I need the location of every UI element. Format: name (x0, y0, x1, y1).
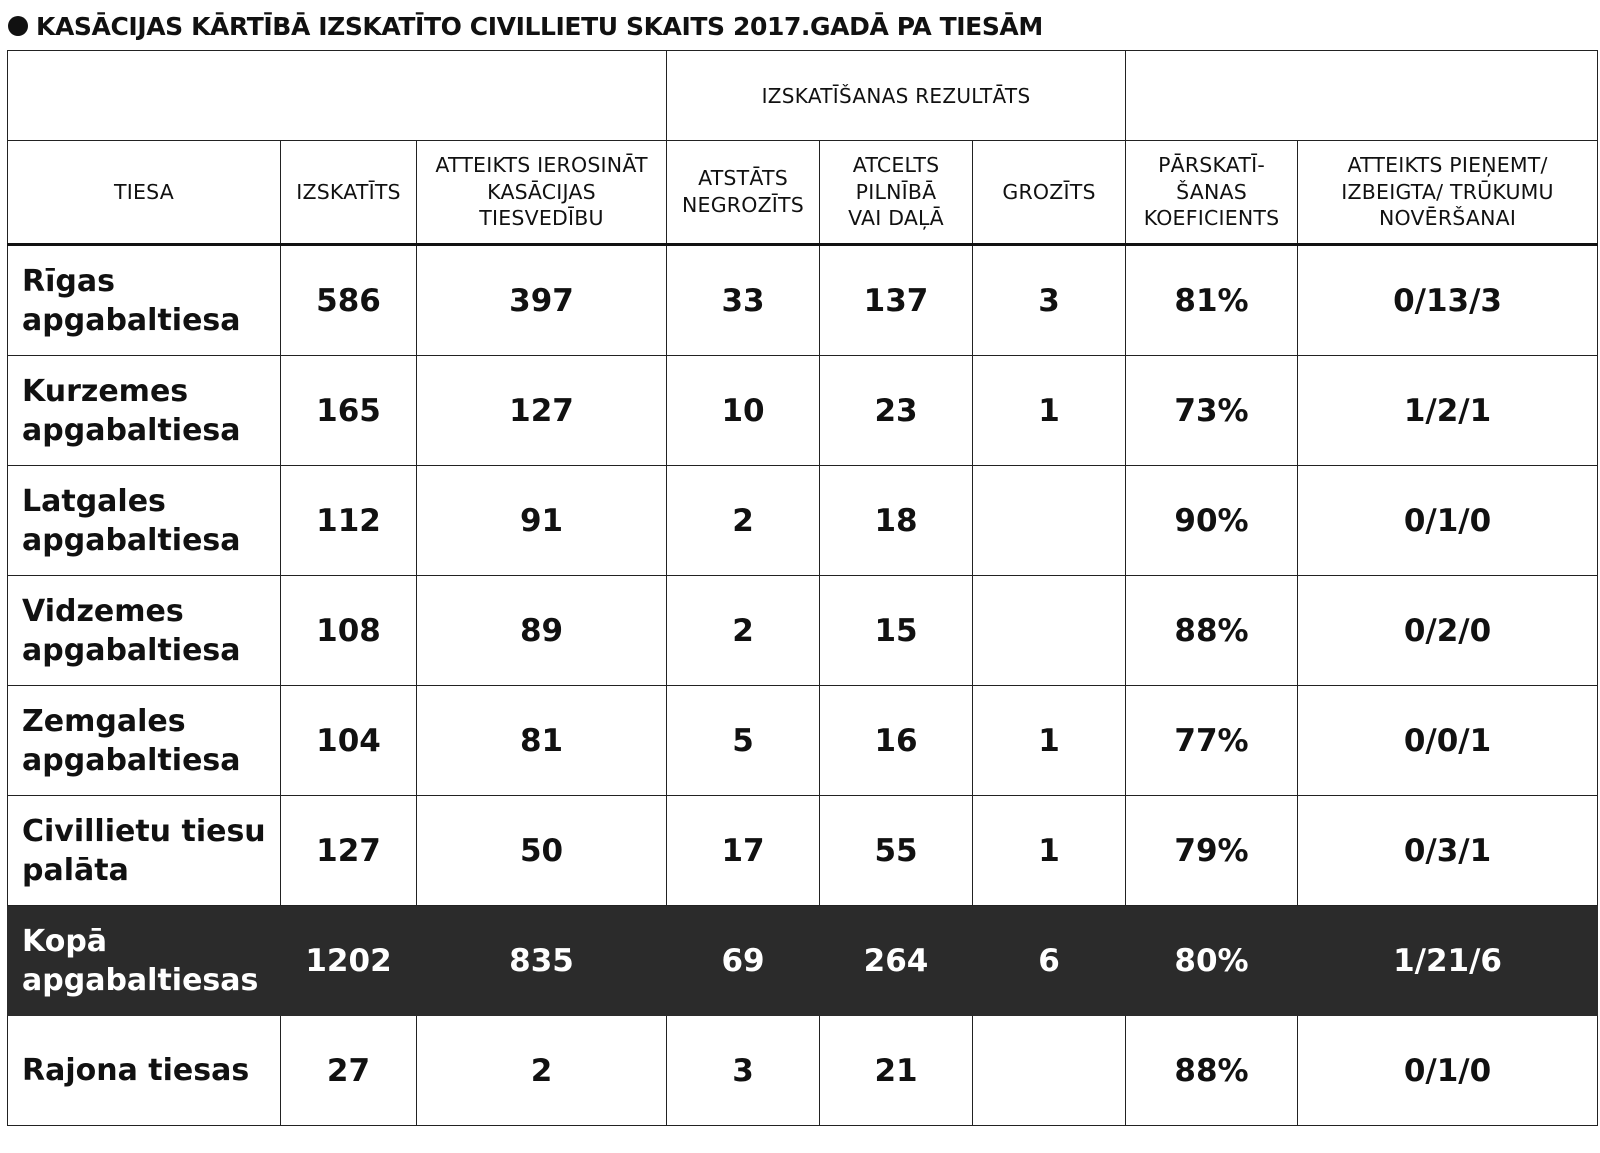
header-line: KOEFICIENTS (1143, 206, 1280, 231)
header-line: NOVĒRŠANAI (1378, 206, 1517, 231)
header-line: KASĀCIJAS (487, 179, 596, 204)
cell-unchanged: 10 (667, 356, 820, 466)
cell-amended (973, 1016, 1126, 1126)
group-header-results: IZSKATĪŠANAS REZULTĀTS (667, 51, 1126, 141)
cell-other: 0/2/0 (1298, 576, 1598, 686)
cell-unchanged: 5 (667, 686, 820, 796)
court-name-line: Zemgales (22, 703, 186, 739)
cell-coefficient: 88% (1126, 576, 1298, 686)
header-refused (417, 141, 667, 245)
header-line: ATCELTS (852, 153, 940, 178)
total-row (8, 906, 1598, 1016)
court-name-line: Rīgas (22, 263, 115, 299)
table-body (8, 245, 1598, 1126)
empty-header-cell (8, 51, 667, 141)
court-name-line: apgabaltiesa (22, 522, 241, 558)
header-line: TIESA (114, 179, 174, 204)
cell-annulled: 264 (820, 906, 973, 1016)
table-row (8, 356, 1598, 466)
cell-unchanged: 17 (667, 796, 820, 906)
cell-unchanged: 2 (667, 466, 820, 576)
cell-annulled: 23 (820, 356, 973, 466)
header-line: IZBEIGTA/ TRŪKUMU (1341, 179, 1554, 204)
cell-annulled: 55 (820, 796, 973, 906)
header-amended (973, 141, 1126, 245)
header-line: ATTEIKTS IEROSINĀT (435, 153, 648, 178)
header-line: ATTEIKTS PIEŅEMT/ (1347, 153, 1548, 178)
table-row (8, 466, 1598, 576)
cell-amended: 1 (973, 796, 1126, 906)
cell-refused: 2 (417, 1016, 667, 1126)
cell-annulled: 15 (820, 576, 973, 686)
header-unchanged (667, 141, 820, 245)
empty-header-cell (1126, 51, 1598, 141)
results-table (7, 50, 1598, 1126)
cell-coefficient: 79% (1126, 796, 1298, 906)
cell-reviewed: 586 (281, 245, 417, 356)
table-row (8, 1016, 1598, 1126)
column-header-row (8, 141, 1598, 245)
cell-coefficient: 73% (1126, 356, 1298, 466)
cell-refused: 397 (417, 245, 667, 356)
cell-court (8, 466, 281, 576)
cell-reviewed: 165 (281, 356, 417, 466)
header-reviewed (281, 141, 417, 245)
cell-other: 1/2/1 (1298, 356, 1598, 466)
bullet-icon (8, 16, 28, 36)
header-other (1298, 141, 1598, 245)
cell-annulled: 18 (820, 466, 973, 576)
header-line: ŠANAS (1176, 179, 1247, 204)
cell-reviewed: 112 (281, 466, 417, 576)
court-name-line: apgabaltiesa (22, 632, 241, 668)
cell-coefficient: 90% (1126, 466, 1298, 576)
cell-other: 0/13/3 (1298, 245, 1598, 356)
court-name-line: Kurzemes (22, 373, 189, 409)
header-line: NEGROZĪTS (682, 193, 804, 217)
header-line: VAI DAĻĀ (848, 206, 944, 231)
cell-coefficient: 88% (1126, 1016, 1298, 1126)
table-row (8, 796, 1598, 906)
court-name-line: Civillietu tiesu (22, 813, 266, 849)
group-header-row (8, 51, 1598, 141)
cell-other: 0/3/1 (1298, 796, 1598, 906)
cell-refused: 89 (417, 576, 667, 686)
cell-unchanged: 33 (667, 245, 820, 356)
court-name-line: Vidzemes (22, 593, 184, 629)
cell-coefficient: 80% (1126, 906, 1298, 1016)
cell-amended (973, 466, 1126, 576)
header-line: PILNĪBĀ (855, 179, 937, 204)
cell-reviewed: 104 (281, 686, 417, 796)
cell-court (8, 796, 281, 906)
court-name-line: apgabaltiesa (22, 742, 241, 778)
cell-other: 1/21/6 (1298, 906, 1598, 1016)
court-name-line: apgabaltiesas (22, 962, 259, 998)
cell-amended: 1 (973, 686, 1126, 796)
page-title: KASĀCIJAS KĀRTĪBĀ IZSKATĪTO CIVILLIETU SKAITS 2017.GADĀ PA TIESĀM (36, 11, 1043, 41)
table-row (8, 245, 1598, 356)
cell-reviewed: 27 (281, 1016, 417, 1126)
cell-reviewed: 108 (281, 576, 417, 686)
cell-amended: 1 (973, 356, 1126, 466)
cell-amended: 6 (973, 906, 1126, 1016)
cell-coefficient: 81% (1126, 245, 1298, 356)
court-name-line: apgabaltiesa (22, 302, 241, 338)
header-line: GROZĪTS (1002, 179, 1096, 204)
court-name-line: palāta (22, 852, 129, 888)
cell-amended: 3 (973, 245, 1126, 356)
court-name-line: Rajona tiesas (22, 1053, 250, 1088)
cell-refused: 127 (417, 356, 667, 466)
cell-court (8, 686, 281, 796)
cell-unchanged: 2 (667, 576, 820, 686)
header-line: ATSTĀTS (698, 166, 788, 191)
cell-other: 0/1/0 (1298, 466, 1598, 576)
cell-reviewed: 127 (281, 796, 417, 906)
cell-court (8, 245, 281, 356)
header-annulled (820, 141, 973, 245)
cell-court (8, 576, 281, 686)
cell-reviewed: 1202 (281, 906, 417, 1016)
header-line: TIESVEDĪBU (479, 206, 604, 231)
header-court (8, 141, 281, 245)
table-row (8, 686, 1598, 796)
court-name-line: Kopā (22, 923, 108, 959)
cell-unchanged: 3 (667, 1016, 820, 1126)
cell-court (8, 906, 281, 1016)
cell-annulled: 21 (820, 1016, 973, 1126)
cell-court (8, 356, 281, 466)
cell-annulled: 16 (820, 686, 973, 796)
cell-other: 0/0/1 (1298, 686, 1598, 796)
cell-refused: 91 (417, 466, 667, 576)
cell-refused: 50 (417, 796, 667, 906)
cell-coefficient: 77% (1126, 686, 1298, 796)
table-row (8, 576, 1598, 686)
cell-unchanged: 69 (667, 906, 820, 1016)
cell-refused: 835 (417, 906, 667, 1016)
header-coefficient (1126, 141, 1298, 245)
cell-other: 0/1/0 (1298, 1016, 1598, 1126)
cell-annulled: 137 (820, 245, 973, 356)
cell-refused: 81 (417, 686, 667, 796)
title-row (8, 8, 1043, 44)
header-line: IZSKATĪTS (296, 179, 401, 204)
cell-court (8, 1016, 281, 1126)
court-name-line: Latgales (22, 483, 166, 519)
cell-amended (973, 576, 1126, 686)
header-line: PĀRSKATĪ- (1158, 153, 1265, 178)
court-name-line: apgabaltiesa (22, 412, 241, 448)
